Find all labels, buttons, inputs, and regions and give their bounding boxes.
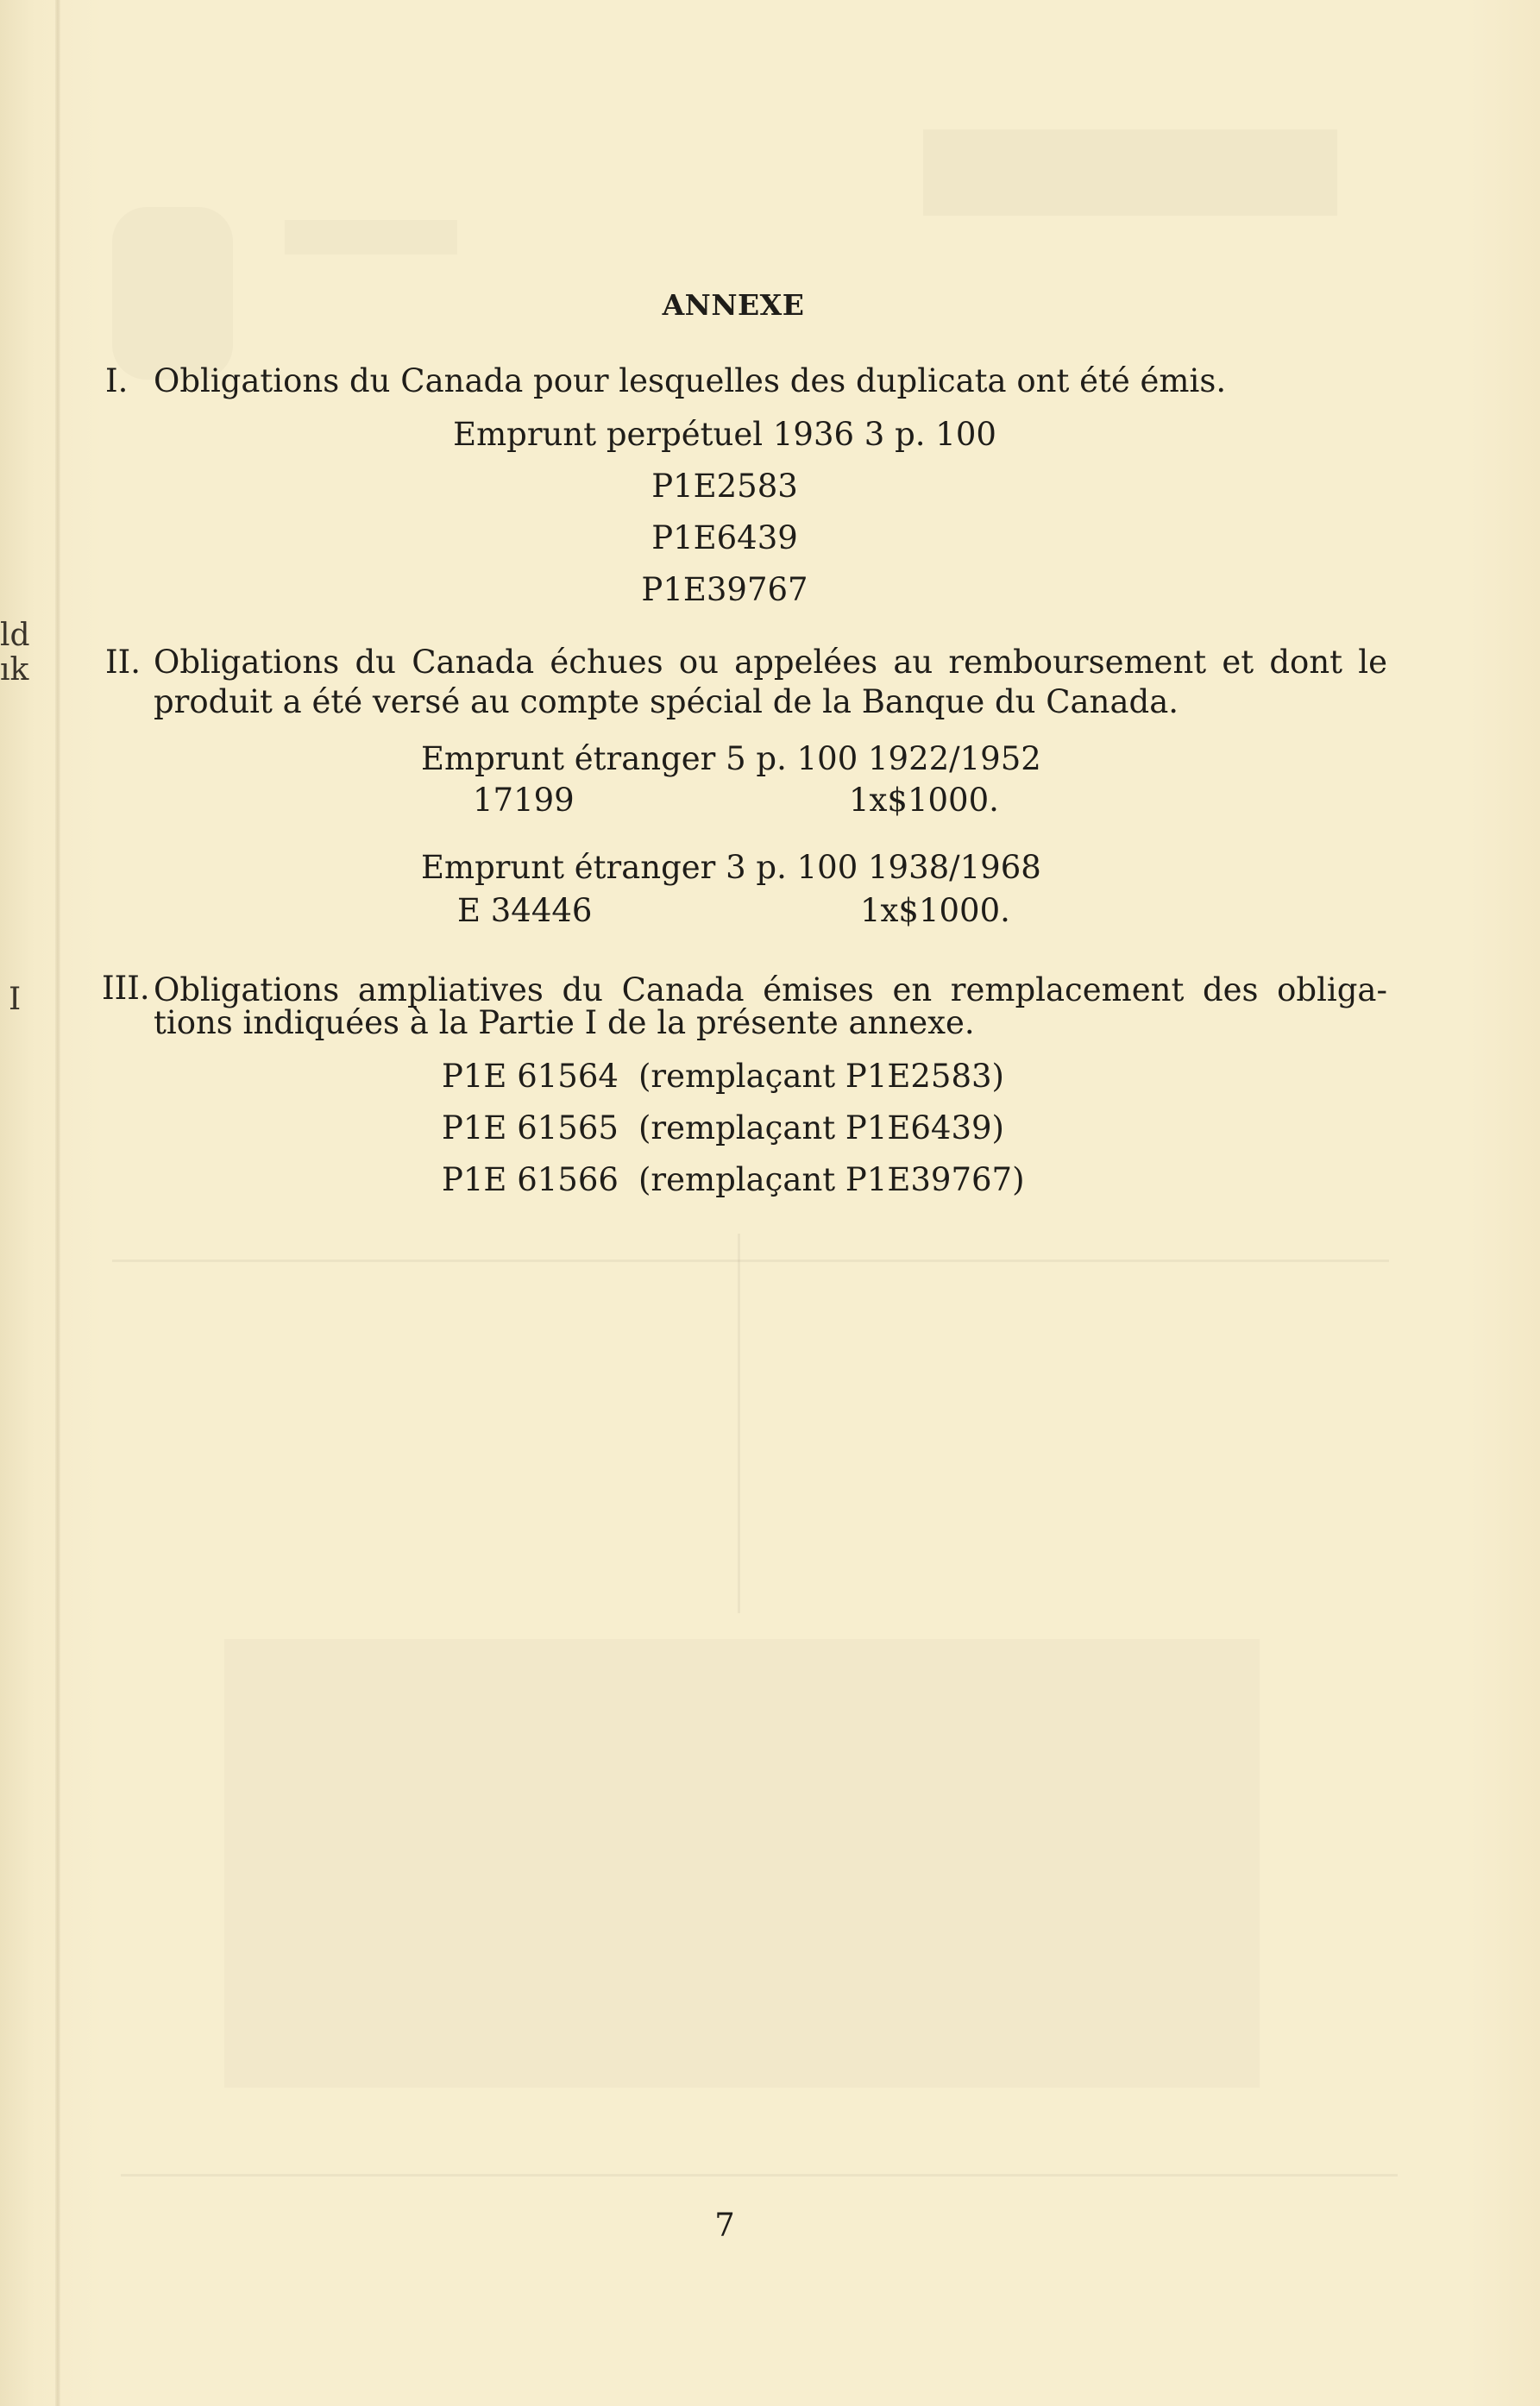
section-3-text-line-2: tions indiquées à la Partie I de la présente annexe. (154, 1004, 975, 1041)
section-1-loan: Emprunt perpétuel 1936 3 p. 100 (453, 416, 996, 453)
section-2-text-line-1: Obligations du Canada échues ou appelées au remboursement et dont le (154, 644, 1387, 681)
section-3-text-line-1: Obligations ampliatives du Canada émises en remplacement des obliga- (154, 971, 1387, 1008)
show-through-block (224, 1639, 1260, 2088)
bond-item: P1E39767 (641, 571, 808, 608)
section-2-loan-number: 17199 (473, 782, 575, 819)
bond-item: P1E2583 (651, 468, 798, 505)
bond-item: P1E6439 (651, 519, 798, 556)
annex-title: ANNEXE (662, 288, 805, 322)
replacement-replaced-bond: (remplaçant P1E6439) (638, 1109, 1004, 1146)
section-1-text: Obligations du Canada pour lesquelles des duplicata ont été émis. (154, 362, 1227, 399)
section-2-loan-number: E 34446 (457, 892, 593, 929)
section-2-text-line-2: produit a été versé au compte spécial de la Banque du Canada. (154, 683, 1179, 720)
replacement-replaced-bond: (remplaçant P1E39767) (638, 1161, 1025, 1198)
show-through-block (923, 129, 1337, 216)
margin-bleed-text: I (9, 982, 22, 1017)
show-through-rule (738, 1234, 740, 1613)
page-gutter-shadow (55, 0, 60, 2406)
section-2-numeral: II. (105, 644, 141, 681)
show-through-rule (121, 2174, 1398, 2177)
replacement-new-bond: P1E 61564 (442, 1058, 619, 1095)
show-through-block (285, 220, 457, 254)
section-2-loan-title: Emprunt étranger 5 p. 100 1922/1952 (421, 740, 1041, 777)
replacement-new-bond: P1E 61566 (442, 1161, 619, 1198)
page-number: 7 (714, 2207, 735, 2244)
section-2-loan-amount: 1x$1000. (860, 892, 1010, 929)
replacement-replaced-bond: (remplaçant P1E2583) (638, 1058, 1004, 1095)
section-1-numeral: I. (105, 362, 129, 399)
section-2-loan-title: Emprunt étranger 3 p. 100 1938/1968 (421, 849, 1041, 886)
show-through-rule (112, 1260, 1389, 1262)
margin-bleed-text: ld (0, 618, 30, 653)
section-3-numeral: III. (102, 970, 150, 1007)
margin-bleed-text: ık (0, 652, 29, 688)
replacement-new-bond: P1E 61565 (442, 1109, 619, 1146)
section-2-loan-amount: 1x$1000. (849, 782, 999, 819)
